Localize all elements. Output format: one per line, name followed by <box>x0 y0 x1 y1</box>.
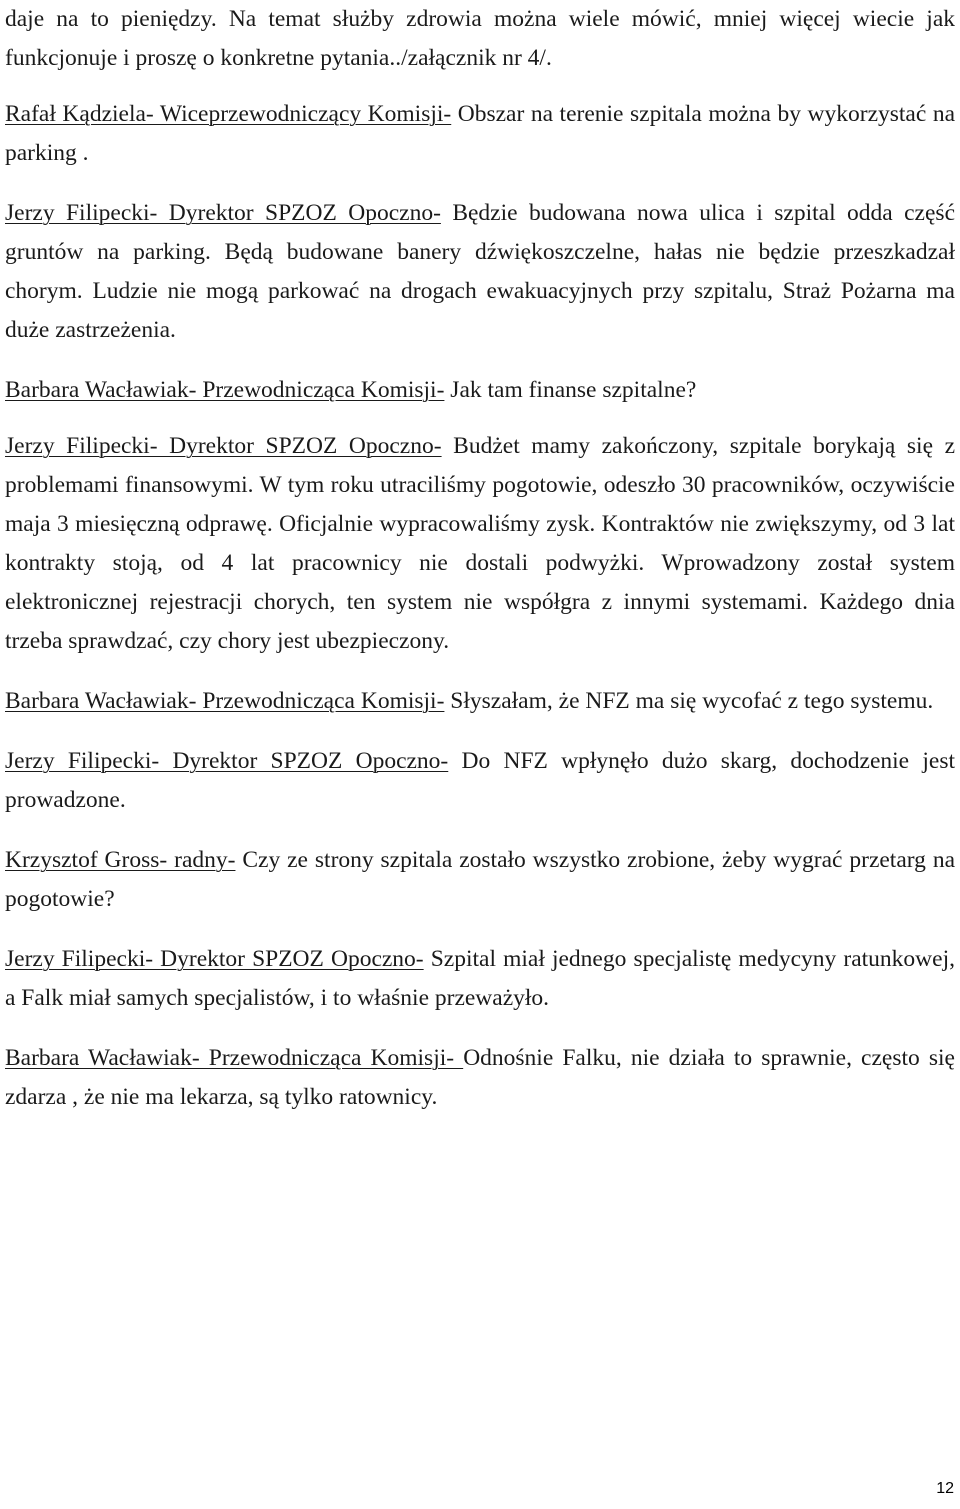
paragraph-text: Szpital miał jednego specjalistę medycyny ratunkowej, a Falk miał samych specjalistów, i to właśnie przeważyło. <box>5 946 955 1011</box>
speaker-name: Jerzy Filipecki- Dyrektor SPZOZ Opoczno- <box>5 200 441 226</box>
paragraph-waclawiak-falk <box>5 1039 955 1117</box>
paragraph-text: Budżet mamy zakończony, szpitale borykają się z problemami finansowymi. W tym roku utraciliśmy pogotowie, odeszło 30 pracowników, oczywiście maja 3 miesięczną odprawę. Oficjalnie wypracowaliśmy zysk. Kontraktów nie zwiększymy, od 3 lat kontrakty stoją, od 4 lat pracownicy nie dostali podwyżki. Wprowadzony został system elektronicznej rejestracji chorych, ten system nie współgra z innymi systemami. Każdego dnia trzeba sprawdzać, czy chory jest ubezpieczony. <box>5 433 956 654</box>
speaker-name: Barbara Wacławiak- Przewodnicząca Komisji- <box>5 688 445 714</box>
speaker-name: Jerzy Filipecki- Dyrektor SPZOZ Opoczno- <box>5 946 424 972</box>
speaker-name: Rafał Kądziela- Wiceprzewodniczący Komisji- <box>5 101 452 127</box>
document-page <box>5 0 955 1138</box>
paragraph-waclawiak-finance <box>5 371 955 410</box>
page-number: 12 <box>936 1480 954 1497</box>
paragraph-text: Obszar na terenie szpitala można by wykorzystać na parking . <box>5 101 955 166</box>
paragraph-filipecki-street <box>5 194 955 350</box>
paragraph-intro <box>5 0 955 78</box>
paragraph-text: Odnośnie Falku, nie działa to sprawnie, często się zdarza , że nie ma lekarza, są tylko ratownicy. <box>5 1045 955 1110</box>
paragraph-text: Do NFZ wpłynęło dużo skarg, dochodzenie jest prowadzone. <box>5 748 955 813</box>
paragraph-text: daje na to pieniędzy. Na temat służby zdrowia można wiele mówić, mniej więcej wiecie jak funkcjonuje i proszę o konkretne pytania../załącznik nr 4/. <box>5 6 955 71</box>
speaker-name: Barbara Wacławiak- Przewodnicząca Komisji- <box>5 1045 464 1071</box>
paragraph-kadziela-parking <box>5 95 955 173</box>
paragraph-gross-tender <box>5 841 955 919</box>
paragraph-filipecki-complaints <box>5 742 955 820</box>
paragraph-text: Czy ze strony szpitala zostało wszystko zrobione, żeby wygrać przetarg na pogotowie? <box>5 847 955 912</box>
speaker-name: Jerzy Filipecki- Dyrektor SPZOZ Opoczno- <box>5 748 449 774</box>
speaker-name: Barbara Wacławiak- Przewodnicząca Komisji- <box>5 377 445 403</box>
paragraph-text: Będzie budowana nowa ulica i szpital odda część gruntów na parking. Będą budowane banery dźwiękoszczelne, hałas nie będzie przeszkadzał chorym. Ludzie nie mogą parkować na drogach ewakuacyjnych przy szpitalu, Straż Pożarna ma duże zastrzeżenia. <box>5 200 955 343</box>
speaker-name: Krzysztof Gross- radny- <box>5 847 236 873</box>
paragraph-text: Słyszałam, że NFZ ma się wycofać z tego systemu. <box>444 688 934 714</box>
paragraph-text: Jak tam finanse szpitalne? <box>444 377 697 403</box>
speaker-name: Jerzy Filipecki- Dyrektor SPZOZ Opoczno- <box>5 433 442 459</box>
paragraph-filipecki-budget <box>5 427 955 661</box>
paragraph-filipecki-specialist <box>5 940 955 1018</box>
paragraph-waclawiak-nfz <box>5 682 955 721</box>
